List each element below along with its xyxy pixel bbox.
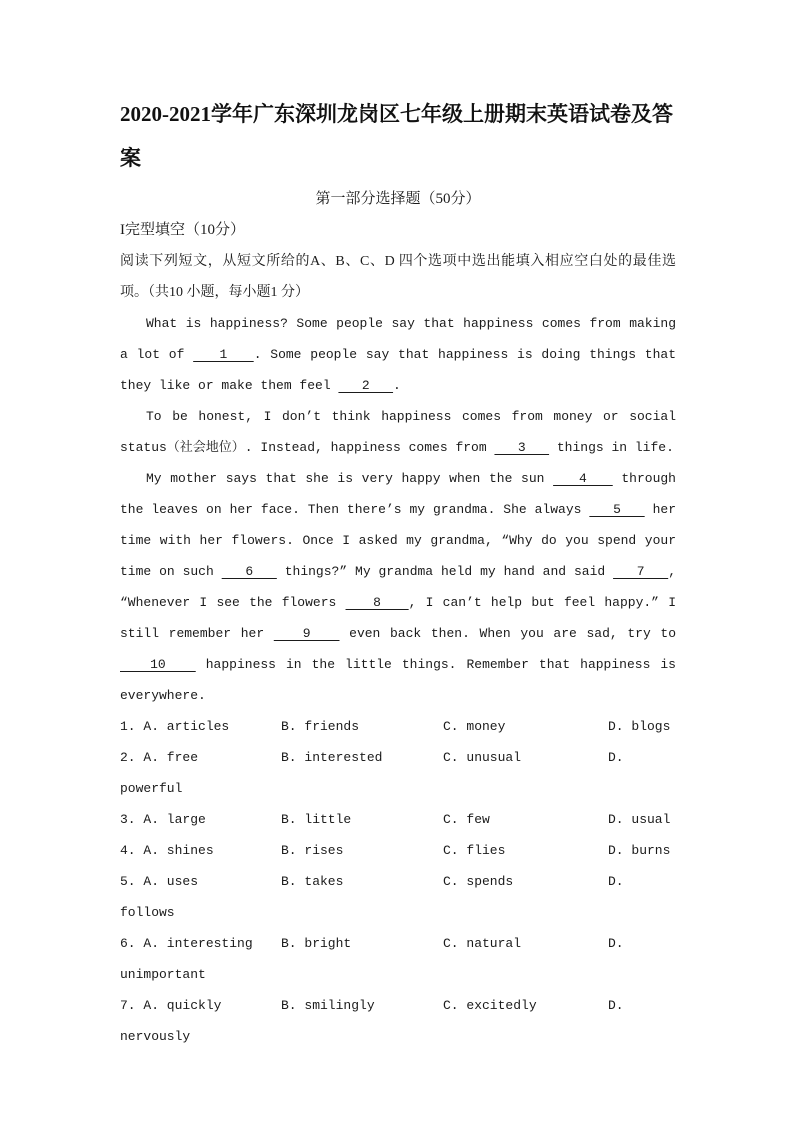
option-cell: C. unusual: [443, 750, 522, 765]
option-row: [120, 711, 676, 742]
option-cell: B. interested: [281, 750, 383, 765]
option-cell: B. smilingly: [281, 998, 375, 1013]
fill-blank: 9: [273, 626, 340, 641]
option-cell: C. few: [443, 812, 490, 827]
option-wrap-word: powerful: [120, 781, 183, 796]
option-cell: 5. A. uses: [120, 874, 199, 889]
options-list: [120, 711, 676, 1052]
part-heading: I完型填空（10分）: [120, 222, 245, 238]
option-cell: C. spends: [443, 874, 514, 889]
text-run: .: [393, 378, 401, 393]
option-row: [120, 990, 676, 1021]
text-run: her time with her flowers. Once I asked my grandma, “Why do you spend your time on such: [120, 502, 676, 579]
option-cell: C. flies: [443, 843, 506, 858]
option-cell: 7. A. quickly: [120, 998, 222, 1013]
option-cell: B. rises: [281, 843, 344, 858]
option-wrap-word: nervously: [120, 1029, 191, 1044]
section-heading: 第一部分选择题（50分）: [315, 191, 481, 207]
option-cell: B. takes: [281, 874, 344, 889]
option-wrap-word: follows: [120, 905, 175, 920]
option-cell: D.: [608, 874, 624, 889]
cloze-passage: [120, 308, 676, 711]
option-cell: D.: [608, 998, 624, 1013]
instructions: 阅读下列短文，从短文所给的A、B、C、D 四个选项中选出能填入相应空白处的最佳选项。（共10 小题，每小题1 分）: [120, 254, 676, 300]
text-run: , I can’t help but feel happy.” I still remember her: [120, 595, 676, 641]
option-cell: D. usual: [608, 812, 671, 827]
option-cell: D. blogs: [608, 719, 671, 734]
text-run: even back then. When you are sad, try to: [339, 626, 677, 641]
document-title: 2020-2021学年广东深圳龙岗区七年级上册期末英语试卷及答案: [120, 102, 673, 170]
fill-blank: 4: [553, 471, 613, 486]
option-row: [120, 742, 676, 773]
option-cell: 4. A. shines: [120, 843, 214, 858]
option-row: [120, 804, 676, 835]
passage-paragraph: [120, 308, 676, 401]
fill-blank: 5: [589, 502, 645, 517]
text-run: things?” My grandma held my hand and said: [276, 564, 614, 579]
option-cell: B. friends: [281, 719, 360, 734]
text-run: . Some people say that happiness is doing things that they like or make them feel: [120, 347, 677, 393]
option-row: [120, 866, 676, 897]
text-run: happiness in the little things. Remember that happiness is everywhere.: [120, 657, 676, 703]
text-run: things in life.: [549, 440, 674, 455]
option-cell: C. natural: [443, 936, 522, 951]
option-cell: B. bright: [281, 936, 352, 951]
option-cell: C. excitedly: [443, 998, 537, 1013]
fill-blank: 10: [120, 657, 196, 672]
option-cell: D.: [608, 750, 624, 765]
option-cell: 1. A. articles: [120, 719, 230, 734]
fill-blank: 8: [345, 595, 409, 610]
option-cell: 2. A. free: [120, 750, 199, 765]
option-cell: 3. A. large: [120, 812, 206, 827]
fill-blank: 2: [338, 378, 394, 393]
text-run: To be honest, I don’t think happiness comes from money or social status（社会地位）. Instead, happiness comes from: [120, 409, 676, 455]
option-cell: B. little: [281, 812, 352, 827]
option-cell: D.: [608, 936, 624, 951]
text-run: , “Whenever I see the flowers: [120, 564, 677, 610]
option-cell: D. burns: [608, 843, 671, 858]
option-wrap-word: unimportant: [120, 967, 206, 982]
fill-blank: 1: [193, 347, 254, 362]
option-cell: 6. A. interesting: [120, 936, 253, 951]
passage-paragraph: [120, 463, 676, 711]
option-row: [120, 835, 676, 866]
text-run: through the leaves on her face. Then there’s my grandma. She always: [120, 471, 676, 517]
option-cell: C. money: [443, 719, 506, 734]
text-run: What is happiness? Some people say that happiness comes from making a lot of: [120, 316, 676, 362]
text-run: My mother says that she is very happy when the sun: [146, 471, 554, 486]
fill-blank: 3: [494, 440, 550, 455]
passage-paragraph: [120, 401, 676, 463]
fill-blank: 6: [221, 564, 277, 579]
option-row: [120, 928, 676, 959]
fill-blank: 7: [613, 564, 669, 579]
